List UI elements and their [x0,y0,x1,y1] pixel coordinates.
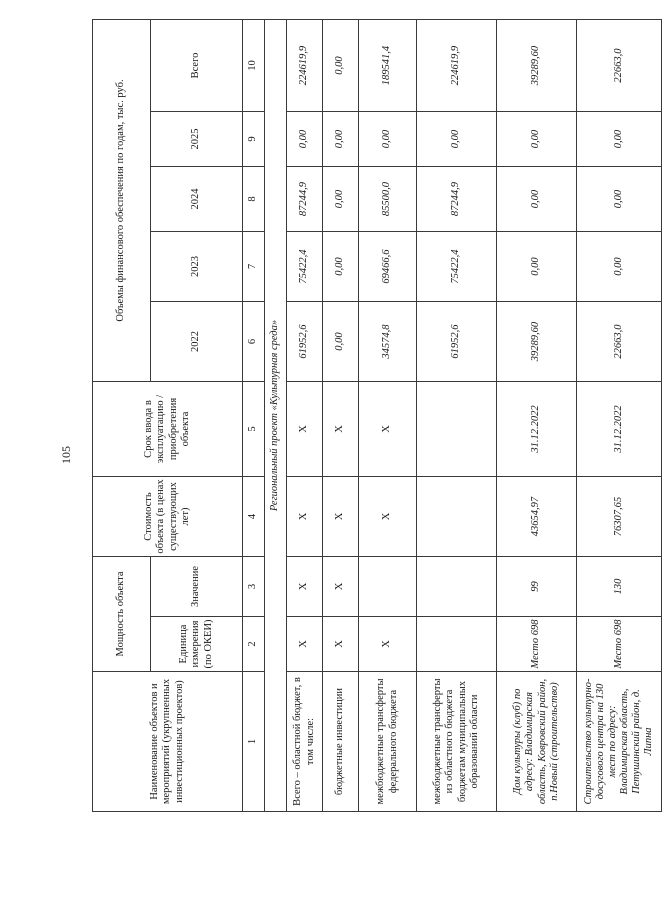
row-unit: Место 698 [497,617,577,672]
row-cost: 76307,65 [577,477,662,557]
row-commission: 31.12.2022 [497,382,577,477]
page-number: 105 [59,446,73,464]
row-unit: X [287,617,323,672]
table-row [287,20,323,812]
row-commission [417,382,497,477]
row-value: 99 [497,557,577,617]
row-2022: 22663,0 [577,302,662,382]
row-2024: 85500,0 [359,167,417,232]
row-2024: 0,00 [577,167,662,232]
row-2024: 0,00 [497,167,577,232]
row-2022: 61952,6 [287,302,323,382]
header-commission: Срок ввода в эксплуатацию / приобретения объекта [93,382,243,477]
row-2025: 0,00 [359,112,417,167]
header-funding: Объемы финансового обеспечения по годам, тыс. руб. [93,20,151,382]
row-cost: X [359,477,417,557]
header-cost: Стоимость объекта (в ценах существующих лет) [93,477,243,557]
row-cost: X [323,477,359,557]
header-year-2023: 2023 [151,232,243,302]
row-total: 39289,60 [497,20,577,112]
row-value: X [287,557,323,617]
row-value [417,557,497,617]
row-unit [417,617,497,672]
row-name: Дом культуры (клуб) по адресу: Владимирская область, Ковровский район, п.Новый (строительство) [497,672,577,812]
row-commission: 31.12.2022 [577,382,662,477]
row-total: 224619,9 [417,20,497,112]
header-total: Всего [151,20,243,112]
section-title: Региональный проект «Культурная среда» [265,20,287,812]
row-2023: 0,00 [577,232,662,302]
row-unit: X [323,617,359,672]
row-name: Всего – областной бюджет, в том числе: [287,672,323,812]
row-unit: Место 698 [577,617,662,672]
header-value: Значение [151,557,243,617]
row-total: 189541,4 [359,20,417,112]
row-2022: 61952,6 [417,302,497,382]
row-2025: 0,00 [417,112,497,167]
row-2025: 0,00 [577,112,662,167]
table-row [577,20,662,812]
header-unit: Единица измерения (по ОКЕИ) [151,617,243,672]
row-2023: 75422,4 [287,232,323,302]
row-2023: 75422,4 [417,232,497,302]
header-year-2022: 2022 [151,302,243,382]
row-2022: 39289,60 [497,302,577,382]
row-name: Строительство культурно-досугового центра на 130 мест по адресу: Владимирская область, Петушинский район, д. Липна [577,672,662,812]
table-row [359,20,417,812]
column-number: 10 [243,20,265,112]
row-cost: 43654,97 [497,477,577,557]
table-row [323,20,359,812]
column-number: 9 [243,112,265,167]
column-number: 7 [243,232,265,302]
budget-table [92,19,662,812]
row-value: X [323,557,359,617]
row-unit: X [359,617,417,672]
table-row [497,20,577,812]
row-name: межбюджетные трансферты из областного бюджета бюджетам муниципальных образований области [417,672,497,812]
row-2025: 0,00 [287,112,323,167]
row-2023: 69466,6 [359,232,417,302]
header-name: Наименование объектов и мероприятий (укрупненных инвестиционных проектов) [93,672,243,812]
header-capacity: Мощность объекта [93,557,151,672]
row-2025: 0,00 [323,112,359,167]
row-2022: 0,00 [323,302,359,382]
column-number: 2 [243,617,265,672]
column-number: 1 [243,672,265,812]
row-2025: 0,00 [497,112,577,167]
column-number: 5 [243,382,265,477]
row-2024: 0,00 [323,167,359,232]
header-row-top [93,20,151,812]
row-commission: X [323,382,359,477]
row-commission: X [359,382,417,477]
row-cost [417,477,497,557]
row-total: 22663,0 [577,20,662,112]
row-value: 130 [577,557,662,617]
row-value [359,557,417,617]
column-number: 8 [243,167,265,232]
row-2023: 0,00 [323,232,359,302]
header-year-2025: 2025 [151,112,243,167]
table-row [417,20,497,812]
row-name: бюджетные инвестиции [323,672,359,812]
column-number: 4 [243,477,265,557]
column-number: 3 [243,557,265,617]
row-2024: 87244,9 [287,167,323,232]
row-2022: 34574,8 [359,302,417,382]
row-2023: 0,00 [497,232,577,302]
rotated-table-wrapper [92,20,655,812]
row-name: межбюджетные трансферты федерального бюджета [359,672,417,812]
column-numbers-row [243,20,265,812]
row-commission: X [287,382,323,477]
row-total: 0,00 [323,20,359,112]
row-cost: X [287,477,323,557]
row-2024: 87244,9 [417,167,497,232]
header-year-2024: 2024 [151,167,243,232]
section-row [265,20,287,812]
row-total: 224619,9 [287,20,323,112]
column-number: 6 [243,302,265,382]
